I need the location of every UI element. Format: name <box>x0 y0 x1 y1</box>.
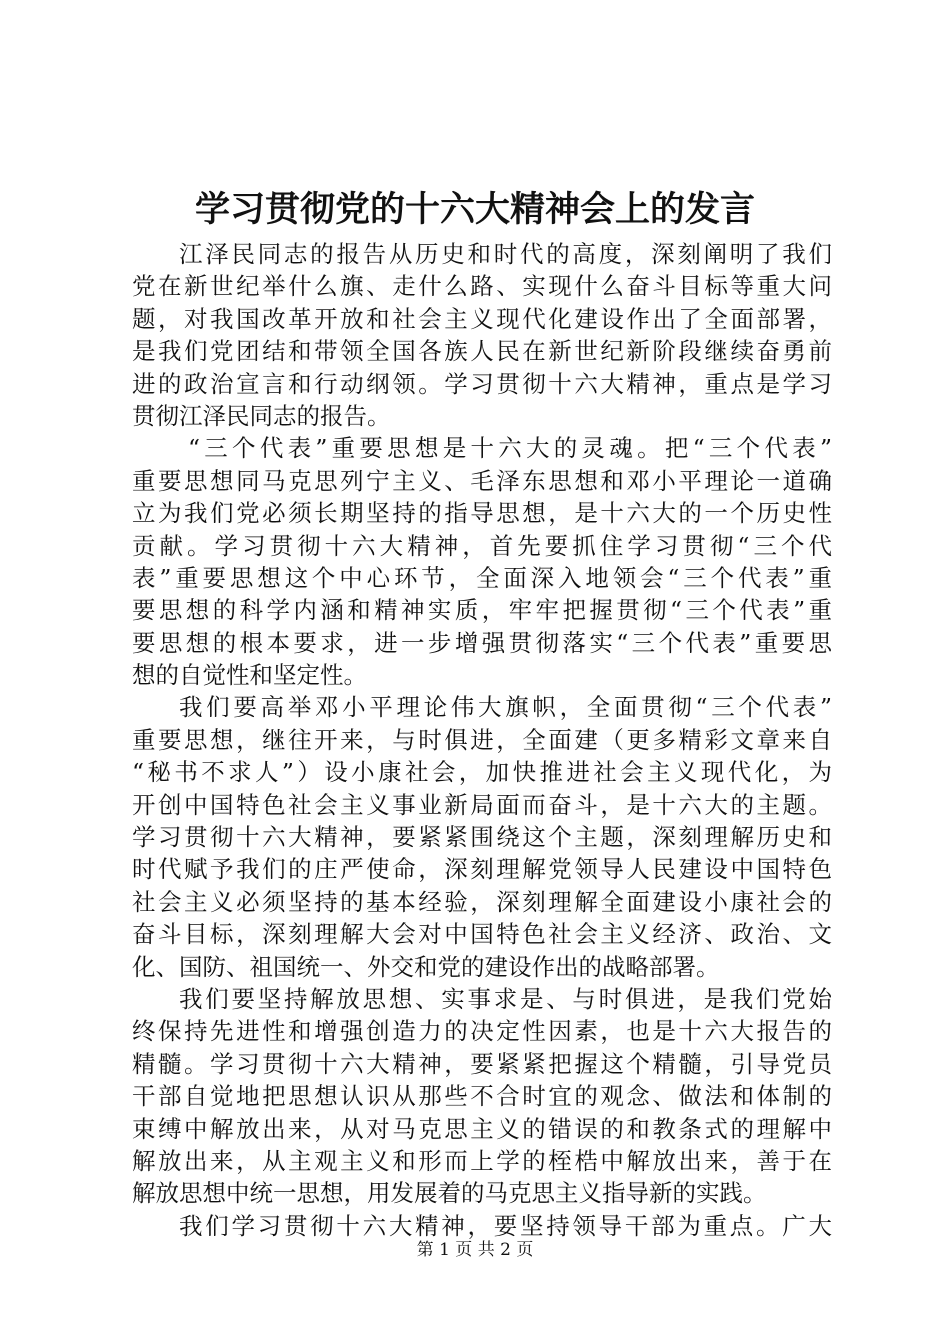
text-line: 束缚中解放出来，从对马克思主义的错误的和教条式的理解中 <box>132 1114 832 1143</box>
text-line: 江泽民同志的报告从历史和时代的高度，深刻阐明了我们 <box>179 240 832 268</box>
text-line: 开创中国特色社会主义事业新局面而奋斗，是十六大的主题。 <box>132 790 832 819</box>
text-line: 化、国防、祖国统一、外交和党的建设作出的战略部署。 <box>132 952 720 981</box>
text-line: 进的政治宣言和行动纲领。学习贯彻十六大精神，重点是学习 <box>132 369 832 398</box>
text-line: 贡献。学习贯彻十六大精神，首先要抓住学习贯彻“三个代 <box>132 531 832 560</box>
text-line: 我们学习贯彻十六大精神，要坚持领导干部为重点。广大 <box>179 1211 832 1240</box>
text-line: 是我们党团结和带领全国各族人民在新世纪新阶段继续奋勇前 <box>132 337 832 366</box>
text-line: 解放出来，从主观主义和形而上学的桎梏中解放出来，善于在 <box>132 1146 832 1175</box>
text-line: 社会主义必须坚持的基本经验，深刻理解全面建设小康社会的 <box>132 887 832 916</box>
text-line: 解放思想中统一思想，用发展着的马克思主义指导新的实践。 <box>132 1179 767 1208</box>
text-line: 表”重要思想这个中心环节，全面深入地领会“三个代表”重 <box>132 563 832 592</box>
page-footer: 第 1 页 共 2 页 <box>416 1240 534 1260</box>
text-line: 要思想的科学内涵和精神实质，牢牢把握贯彻“三个代表”重 <box>132 596 832 625</box>
text-line: 终保持先进性和增强创造力的决定性因素，也是十六大报告的 <box>132 1017 832 1046</box>
text-line: 时代赋予我们的庄严使命，深刻理解党领导人民建设中国特色 <box>132 855 832 884</box>
text-line: 题，对我国改革开放和社会主义现代化建设作出了全面部署， <box>132 304 832 333</box>
text-line: 重要思想同马克思列宁主义、毛泽东思想和邓小平理论一道确 <box>132 466 832 495</box>
text-line: “三个代表”重要思想是十六大的灵魂。把“三个代表” <box>188 434 832 463</box>
text-line: “秘书不求人”）设小康社会，加快推进社会主义现代化，为 <box>132 758 832 787</box>
text-line: 立为我们党必须长期坚持的指导思想，是十六大的一个历史性 <box>132 499 832 528</box>
text-line: 我们要高举邓小平理论伟大旗帜，全面贯彻“三个代表” <box>179 693 832 722</box>
text-line: 奋斗目标，深刻理解大会对中国特色社会主义经济、政治、文 <box>132 920 832 949</box>
text-line: 重要思想，继往开来，与时俱进，全面建（更多精彩文章来自 <box>132 725 832 754</box>
text-line: 想的自觉性和坚定性。 <box>132 661 367 690</box>
text-line: 精髓。学习贯彻十六大精神，要紧紧把握这个精髓，引导党员 <box>132 1049 832 1078</box>
text-line: 我们要坚持解放思想、实事求是、与时俱进，是我们党始 <box>179 984 832 1013</box>
text-line: 贯彻江泽民同志的报告。 <box>132 401 391 430</box>
document-body <box>132 238 832 1242</box>
text-line: 干部自觉地把思想认识从那些不合时宜的观念、做法和体制的 <box>132 1082 832 1111</box>
text-line: 要思想的根本要求，进一步增强贯彻落实“三个代表”重要思 <box>132 628 832 657</box>
text-line: 党在新世纪举什么旗、走什么路、实现什么奋斗目标等重大问 <box>132 272 832 301</box>
document-title: 学习贯彻党的十六大精神会上的发言 <box>194 189 755 230</box>
text-line: 学习贯彻十六大精神，要紧紧围绕这个主题，深刻理解历史和 <box>132 823 832 852</box>
